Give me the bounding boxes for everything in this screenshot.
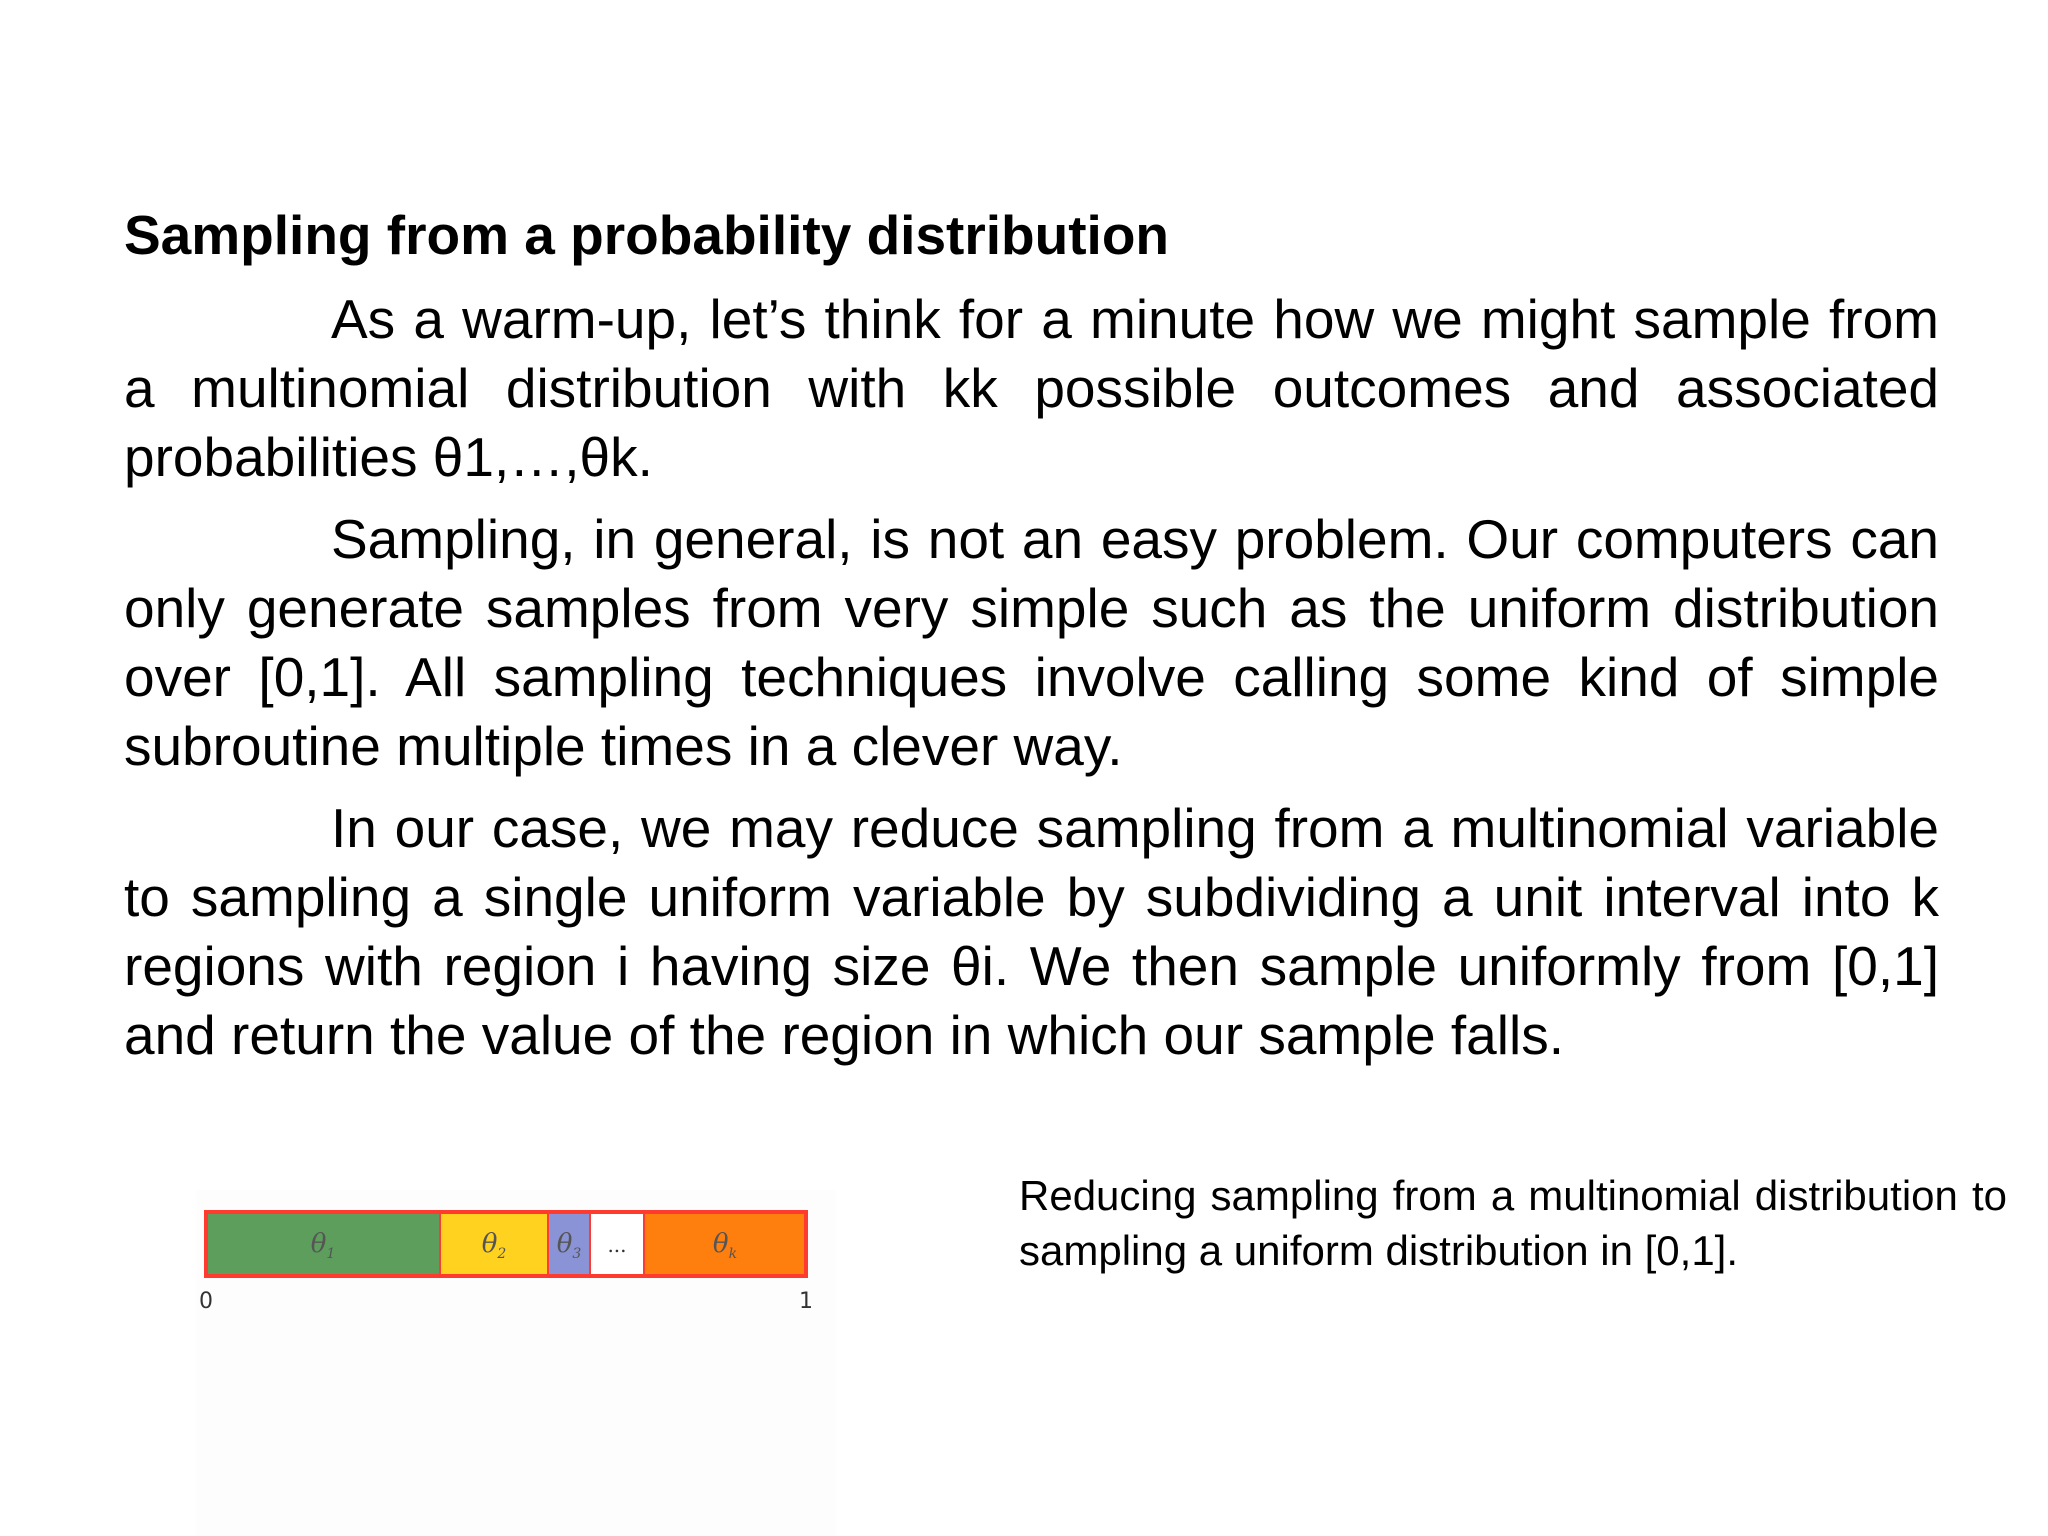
- paragraph-warm-up: As a warm-up, let’s think for a minute how we might sample from a multinomial distribution with kk possible outcomes and associated probabilities θ1,…,θk.: [124, 288, 1939, 488]
- paragraph-reduction-method: In our case, we may reduce sampling from a multinomial variable to sampling a single uniform variable by subdividing a unit interval into k regions with region i having size θi. We then sample uniformly from [0,1] and return the value of the region in which our sample falls.: [124, 797, 1939, 1066]
- theta-3-label: $\theta_3$: [556, 1229, 582, 1262]
- body-text: [124, 285, 1939, 1083]
- theta-k-label: $\theta_k$: [712, 1229, 738, 1262]
- slide-title: Sampling from a probability distribution: [124, 204, 1170, 266]
- figure-caption: Reducing sampling from a multinomial distribution to sampling a uniform distribution in [0,1].: [1019, 1172, 2007, 1274]
- theta-2-label: $\theta_2$: [481, 1229, 507, 1262]
- paragraph-sampling-difficulty: Sampling, in general, is not an easy problem. Our computers can only generate samples from very simple such as the uniform distribution over [0,1]. All sampling techniques involve calling some kind of simple subroutine multiple times in a clever way.: [124, 508, 1939, 777]
- axis-start-label: 0: [199, 1289, 213, 1310]
- axis-end-label: 1: [799, 1289, 813, 1310]
- theta-1-label: $\theta_1$: [310, 1229, 336, 1262]
- ellipsis-label: ...: [607, 1233, 627, 1257]
- unit-interval-figure: [196, 1190, 836, 1536]
- unit-interval-diagram: [196, 1190, 836, 1310]
